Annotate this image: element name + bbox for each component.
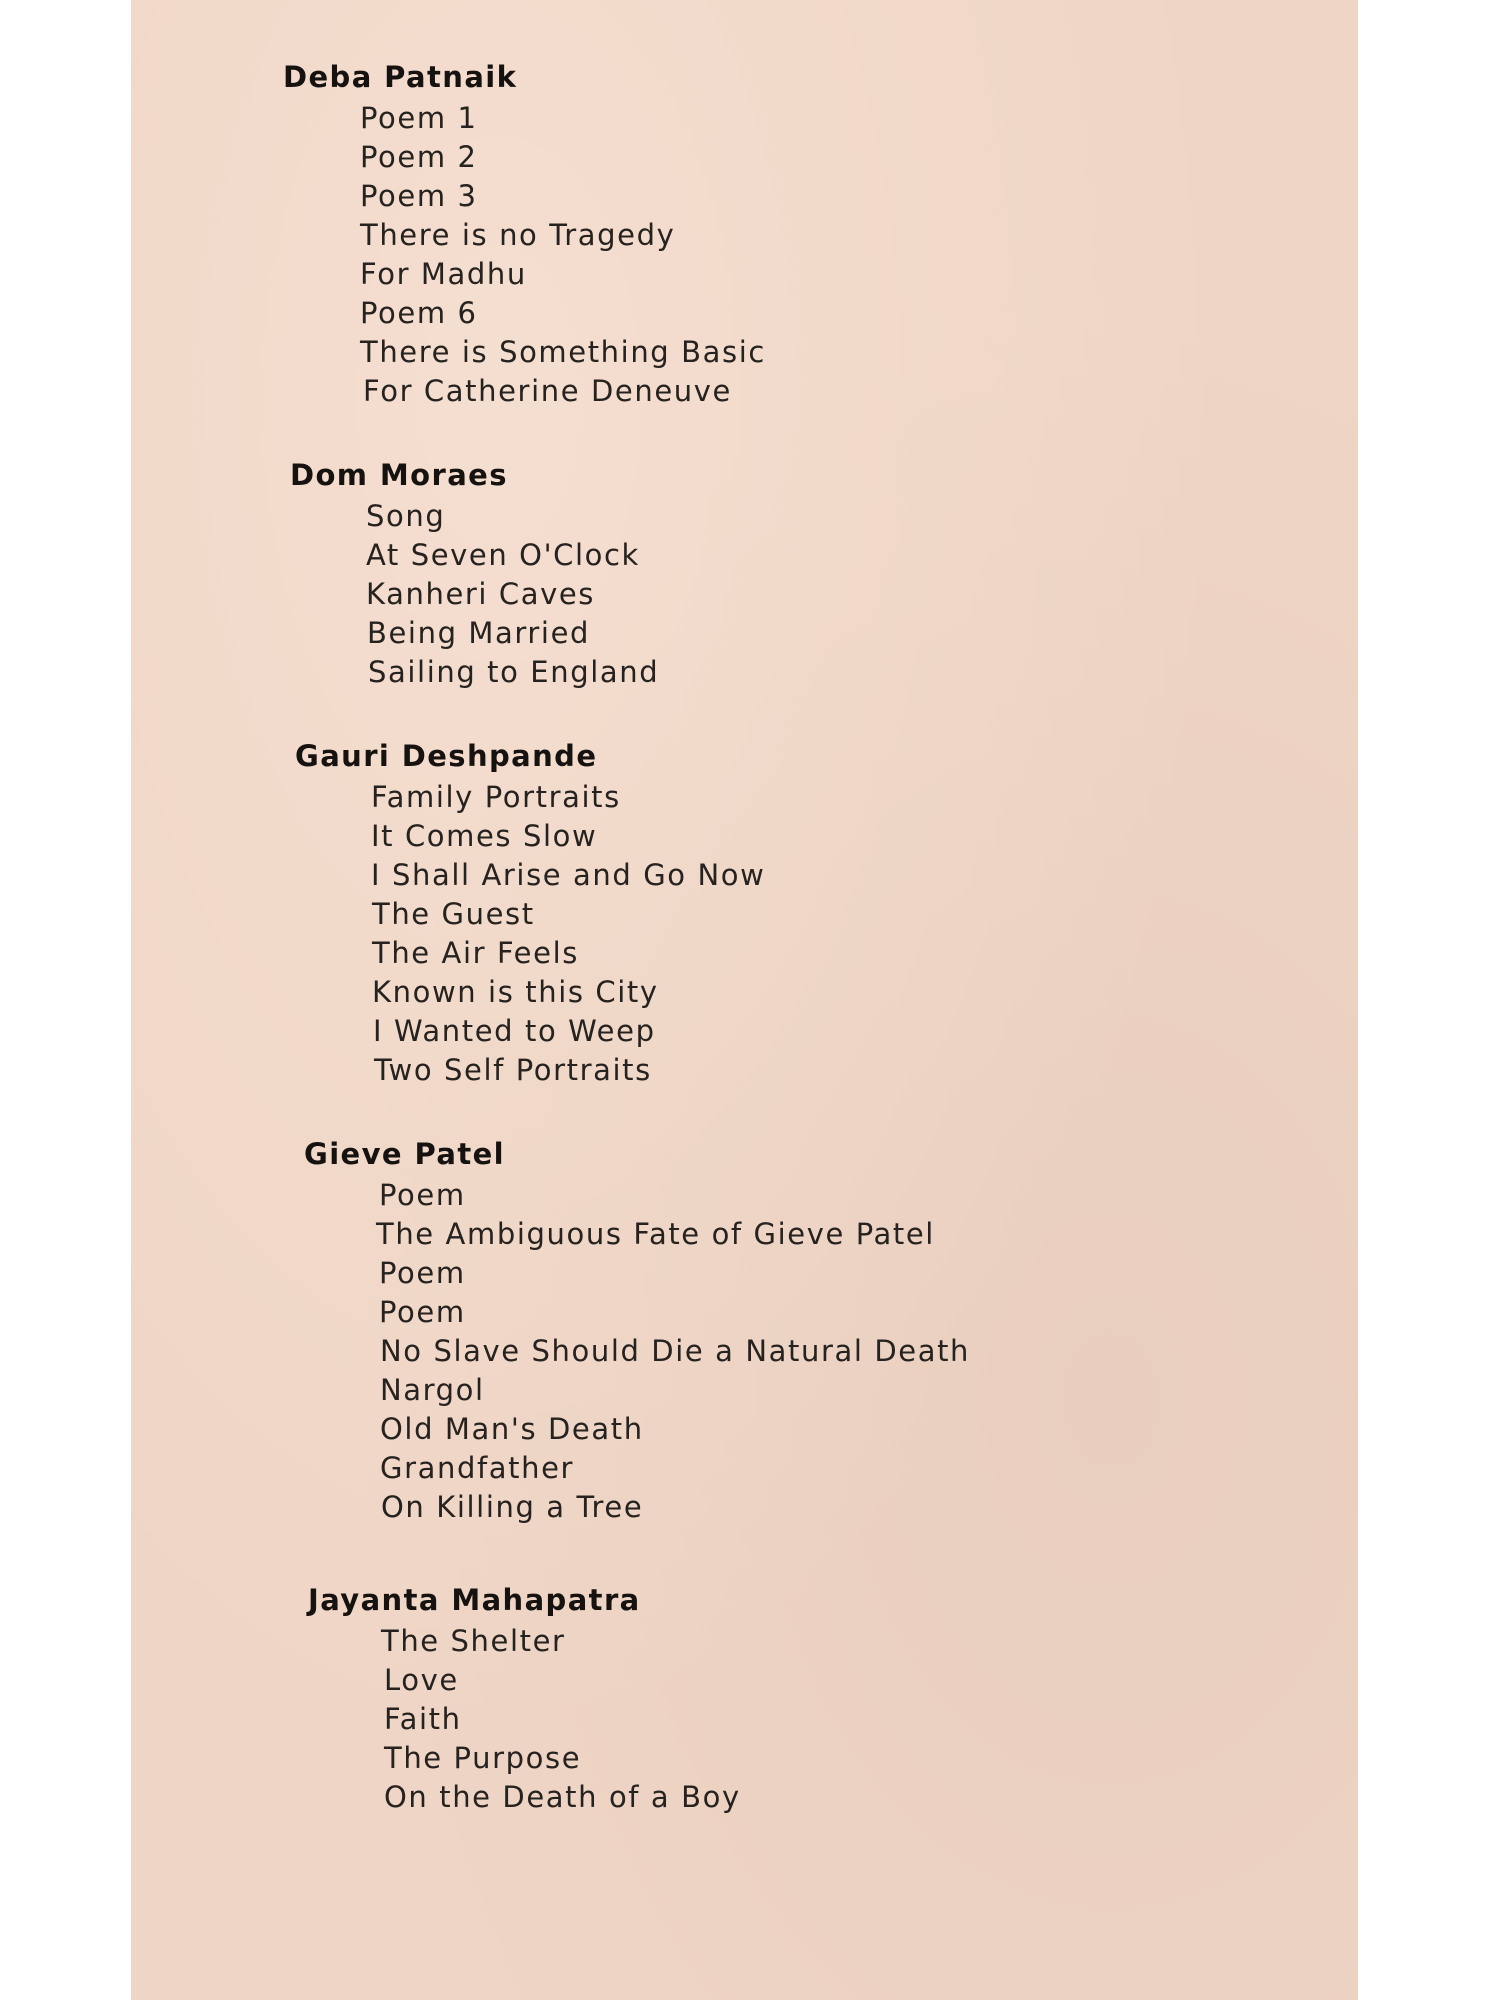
poem-title: Poem 2: [360, 140, 478, 174]
poem-title: Sailing to England: [368, 655, 660, 689]
poem-title: I Shall Arise and Go Now: [371, 858, 766, 892]
poem-title: Family Portraits: [371, 780, 621, 814]
poem-title: Poem: [379, 1178, 466, 1212]
poem-title: There is no Tragedy: [360, 218, 676, 252]
poem-title: Faith: [384, 1702, 462, 1736]
poem-title: Love: [384, 1663, 459, 1697]
poem-title: Being Married: [367, 616, 591, 650]
poem-title: For Madhu: [360, 257, 527, 291]
poem-title: The Ambiguous Fate of Gieve Patel: [376, 1217, 935, 1251]
poem-title: The Purpose: [384, 1741, 582, 1775]
poem-title: Poem 1: [360, 101, 478, 135]
poem-title: Grandfather: [380, 1451, 575, 1485]
poem-title: Poem 6: [360, 296, 478, 330]
author-name: Jayanta Mahapatra: [308, 1583, 641, 1617]
poem-title: Poem: [379, 1256, 466, 1290]
poem-title: Song: [366, 499, 446, 533]
poem-title: The Shelter: [381, 1624, 566, 1658]
poem-title: It Comes Slow: [371, 819, 598, 853]
book-page: [131, 0, 1358, 2000]
author-name: Gieve Patel: [304, 1137, 505, 1171]
poem-title: There is Something Basic: [360, 335, 766, 369]
poem-title: Poem: [379, 1295, 466, 1329]
poem-title: I Wanted to Weep: [373, 1014, 656, 1048]
poem-title: Poem 3: [360, 179, 478, 213]
poem-title: The Air Feels: [372, 936, 579, 970]
poem-title: On the Death of a Boy: [384, 1780, 741, 1814]
author-name: Gauri Deshpande: [295, 739, 598, 773]
poem-title: Nargol: [380, 1373, 485, 1407]
poem-title: Known is this City: [372, 975, 659, 1009]
poem-title: On Killing a Tree: [381, 1490, 644, 1524]
poem-title: No Slave Should Die a Natural Death: [380, 1334, 971, 1368]
poem-title: Kanheri Caves: [366, 577, 596, 611]
poem-title: Two Self Portraits: [374, 1053, 652, 1087]
poem-title: For Catherine Deneuve: [363, 374, 732, 408]
author-name: Deba Patnaik: [283, 60, 518, 94]
author-name: Dom Moraes: [290, 458, 508, 492]
poem-title: The Guest: [372, 897, 535, 931]
poem-title: At Seven O'Clock: [366, 538, 640, 572]
poem-title: Old Man's Death: [380, 1412, 644, 1446]
